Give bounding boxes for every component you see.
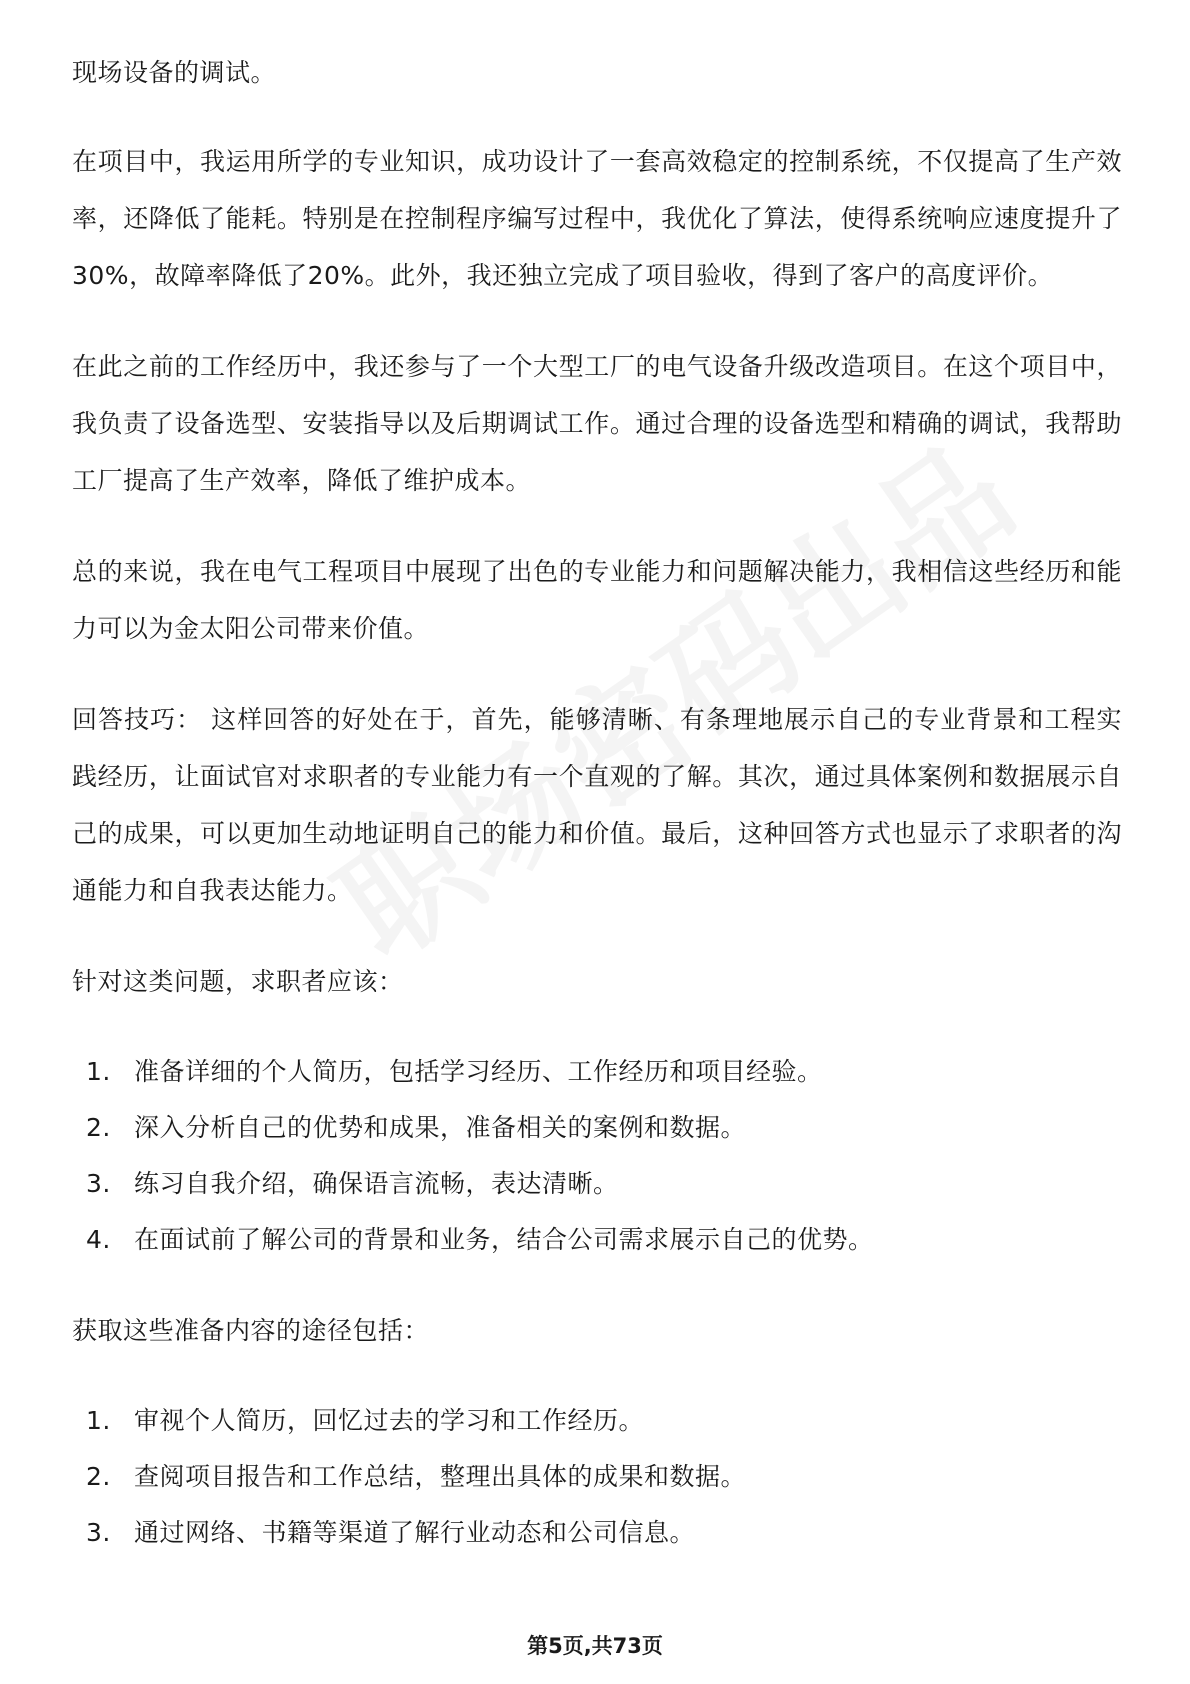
list-text: 通过网络、书籍等渠道了解行业动态和公司信息。 [134, 1518, 696, 1547]
list-item [72, 1449, 1122, 1505]
paragraph: 在项目中，我运用所学的专业知识，成功设计了一套高效稳定的控制系统，不仅提高了生产效率，还降低了能耗。特别是在控制程序编写过程中，我优化了算法，使得系统响应速度提升了30%，故障率降低了20%。此外，我还独立完成了项目验收，得到了客户的高度评价。 [72, 147, 1122, 290]
list-text: 练习自我介绍，确保语言流畅，表达清晰。 [134, 1169, 619, 1198]
list-item [72, 1212, 1122, 1268]
paragraph: 针对这类问题，求职者应该： [72, 967, 404, 996]
list-number: 2. [86, 1113, 111, 1142]
list-item [72, 1156, 1122, 1212]
document-body [72, 44, 1122, 1595]
list-text: 深入分析自己的优势和成果，准备相关的案例和数据。 [134, 1113, 747, 1142]
paragraph: 在此之前的工作经历中，我还参与了一个大型工厂的电气设备升级改造项目。在这个项目中，我负责了设备选型、安装指导以及后期调试工作。通过合理的设备选型和精确的调试，我帮助工厂提高了生产效率，降低了维护成本。 [72, 352, 1122, 495]
paragraph: 现场设备的调试。 [72, 58, 277, 87]
paragraph: 回答技巧： 这样回答的好处在于，首先，能够清晰、有条理地展示自己的专业背景和工程实践经历，让面试官对求职者的专业能力有一个直观的了解。其次，通过具体案例和数据展示自己的成果，可以更加生动地证明自己的能力和价值。最后，这种回答方式也显示了求职者的沟通能力和自我表达能力。 [72, 705, 1122, 905]
list-number: 3. [86, 1518, 111, 1547]
list-item [72, 1044, 1122, 1100]
list-text: 查阅项目报告和工作总结，整理出具体的成果和数据。 [134, 1462, 747, 1491]
page-number: 第5页,共73页 [527, 1634, 663, 1658]
paragraph: 总的来说，我在电气工程项目中展现了出色的专业能力和问题解决能力，我相信这些经历和能力可以为金太阳公司带来价值。 [72, 557, 1122, 643]
list-text: 在面试前了解公司的背景和业务，结合公司需求展示自己的优势。 [134, 1225, 874, 1254]
list-number: 1. [86, 1057, 111, 1086]
list-number: 1. [86, 1406, 111, 1435]
list-item [72, 1505, 1122, 1561]
list-text: 准备详细的个人简历，包括学习经历、工作经历和项目经验。 [134, 1057, 823, 1086]
list-item [72, 1100, 1122, 1156]
list-number: 2. [86, 1462, 111, 1491]
list-number: 3. [86, 1169, 111, 1198]
paragraph: 获取这些准备内容的途径包括： [72, 1316, 430, 1345]
list-text: 审视个人简历，回忆过去的学习和工作经历。 [134, 1406, 645, 1435]
list-item [72, 1393, 1122, 1449]
sources-list [72, 1393, 1122, 1561]
preparation-list [72, 1044, 1122, 1268]
list-number: 4. [86, 1225, 111, 1254]
